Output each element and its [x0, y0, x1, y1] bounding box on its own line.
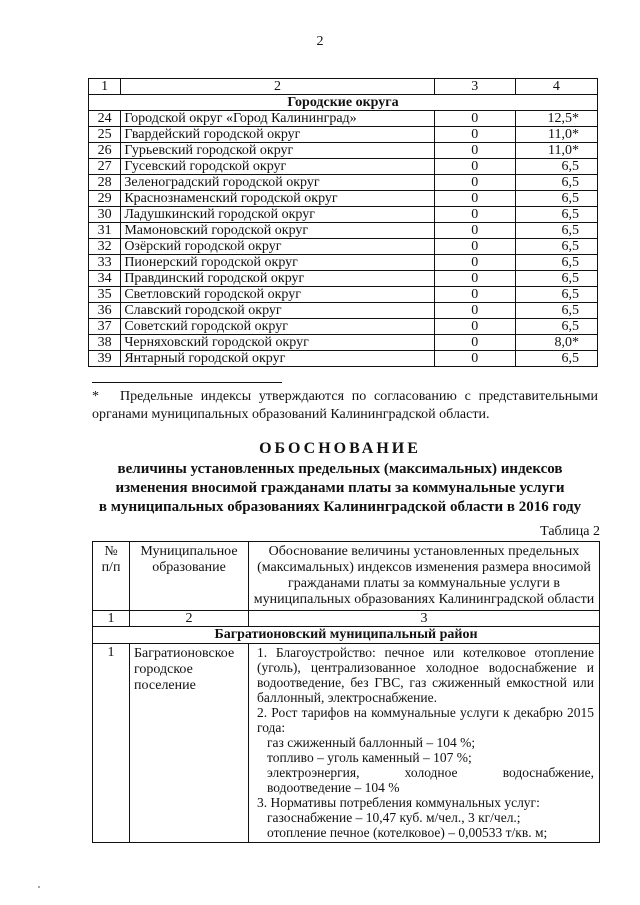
page-number: 2 — [316, 34, 324, 49]
row-value-col3: 0 — [434, 239, 515, 255]
row-municipality-name: Зеленоградский городской округ — [121, 175, 434, 191]
table2-header-row — [93, 542, 600, 611]
row-value-col3: 0 — [434, 207, 515, 223]
heading-line-2: изменения вносимой гражданами платы за коммунальные услуги — [115, 480, 565, 496]
row-index-value: 6,5 — [515, 255, 597, 271]
col-header-1: 1 — [89, 79, 121, 95]
row-value-col3: 0 — [434, 255, 515, 271]
table-row — [89, 223, 598, 239]
row-value-col3: 0 — [434, 271, 515, 287]
justification-table — [92, 541, 600, 843]
row-value-col3: 0 — [434, 335, 515, 351]
row-index-value: 12,5* — [515, 111, 597, 127]
col-number-1: 1 — [93, 611, 130, 627]
row-number: 31 — [89, 223, 121, 239]
row-value-col3: 0 — [434, 111, 515, 127]
row-value-col3: 0 — [434, 223, 515, 239]
row-number: 34 — [89, 271, 121, 287]
row-index-value: 6,5 — [515, 239, 597, 255]
row-index-value: 6,5 — [515, 191, 597, 207]
row-number: 30 — [89, 207, 121, 223]
section-title: Городские округа — [89, 95, 598, 111]
basis-line: 3. Нормативы потребления коммунальных услуг: — [257, 795, 540, 810]
row-basis — [249, 644, 600, 843]
row-index-value: 6,5 — [515, 287, 597, 303]
col-header-2: 2 — [121, 79, 434, 95]
basis-line: газ сжиженный баллонный – 104 %; — [267, 735, 476, 750]
basis-line: 1. Благоустройство: печное или котелковое отопление (уголь), централизованное холодное водоснабжение и водоотведение, без ГВС, газ сжиженный емкостной или баллонный, электроснабжение. — [257, 645, 594, 705]
table-row — [89, 271, 598, 287]
row-index-value: 6,5 — [515, 159, 597, 175]
row-index-value: 8,0* — [515, 335, 597, 351]
row-index-value: 11,0* — [515, 143, 597, 159]
row-number: 39 — [89, 351, 121, 367]
row-municipality-name: Гурьевский городской округ — [121, 143, 434, 159]
district-title: Багратионовский муниципальный район — [93, 627, 600, 644]
col-header-4: 4 — [515, 79, 597, 95]
row-number: 1 — [93, 644, 130, 843]
row-number: 37 — [89, 319, 121, 335]
row-value-col3: 0 — [434, 159, 515, 175]
table-row — [89, 127, 598, 143]
row-municipality-name: Ладушкинский городской округ — [121, 207, 434, 223]
row-municipality-name: Советский городской округ — [121, 319, 434, 335]
row-index-value: 6,5 — [515, 175, 597, 191]
table-row — [89, 175, 598, 191]
row-municipality-name: Мамоновский городской округ — [121, 223, 434, 239]
row-number: 32 — [89, 239, 121, 255]
row-index-value: 6,5 — [515, 223, 597, 239]
row-value-col3: 0 — [434, 319, 515, 335]
heading-line-3: в муниципальных образованиях Калининградской области в 2016 году — [98, 499, 582, 515]
header-num: № п/п — [93, 542, 130, 611]
col-number-3: 3 — [249, 611, 600, 627]
scan-speck — [38, 886, 40, 888]
row-number: 27 — [89, 159, 121, 175]
section-heading — [60, 438, 620, 517]
row-value-col3: 0 — [434, 287, 515, 303]
row-value-col3: 0 — [434, 127, 515, 143]
row-municipality-name: Правдинский городской округ — [121, 271, 434, 287]
row-municipality-name: Черняховский городской округ — [121, 335, 434, 351]
row-number: 35 — [89, 287, 121, 303]
row-municipality-name: Пионерский городской округ — [121, 255, 434, 271]
row-municipality-name: Городской округ «Город Калининград» — [121, 111, 434, 127]
basis-line: отопление печное (котелковое) – 0,00533 т/кв. м; — [267, 825, 548, 840]
table-row — [89, 319, 598, 335]
row-municipality-name: Янтарный городской округ — [121, 351, 434, 367]
table-row — [93, 644, 600, 843]
row-number: 28 — [89, 175, 121, 191]
table-row — [89, 207, 598, 223]
col-header-3: 3 — [434, 79, 515, 95]
footnote-text: Предельные индексы утверждаются по согласованию с представительными органами муниципальных образований Калининградской области. — [92, 389, 598, 422]
row-value-col3: 0 — [434, 191, 515, 207]
row-index-value: 6,5 — [515, 303, 597, 319]
row-municipality-name: Краснознаменский городской округ — [121, 191, 434, 207]
row-municipality: Багратионовское городское поселение — [130, 644, 249, 843]
table-row — [89, 111, 598, 127]
row-number: 25 — [89, 127, 121, 143]
footnote-divider — [92, 382, 282, 383]
row-index-value: 6,5 — [515, 271, 597, 287]
table-row — [89, 159, 598, 175]
row-index-value: 6,5 — [515, 319, 597, 335]
row-municipality-name: Славский городской округ — [121, 303, 434, 319]
table-row — [89, 303, 598, 319]
row-number: 24 — [89, 111, 121, 127]
row-index-value: 6,5 — [515, 207, 597, 223]
district-row — [93, 627, 600, 644]
table-row — [89, 143, 598, 159]
table-label: Таблица 2 — [540, 524, 600, 539]
row-municipality-name: Гусевский городской округ — [121, 159, 434, 175]
heading-title: ОБОСНОВАНИЕ — [259, 440, 421, 457]
basis-line: топливо – уголь каменный – 107 %; — [267, 750, 472, 765]
row-number: 26 — [89, 143, 121, 159]
row-municipality-name: Гвардейский городской округ — [121, 127, 434, 143]
table-row — [89, 239, 598, 255]
row-municipality-name: Светловский городской округ — [121, 287, 434, 303]
table-header-row — [89, 79, 598, 95]
row-value-col3: 0 — [434, 143, 515, 159]
table-row — [89, 255, 598, 271]
indices-table — [88, 78, 598, 367]
row-index-value: 11,0* — [515, 127, 597, 143]
column-numbers-row — [93, 611, 600, 627]
row-value-col3: 0 — [434, 175, 515, 191]
row-number: 38 — [89, 335, 121, 351]
header-municipality: Муниципальное образование — [130, 542, 249, 611]
basis-line: 2. Рост тарифов на коммунальные услуги к декабрю 2015 года: — [257, 705, 594, 735]
table-row — [89, 351, 598, 367]
row-number: 33 — [89, 255, 121, 271]
table-row — [89, 335, 598, 351]
footnote-mark: * — [92, 389, 99, 404]
header-basis: Обоснование величины установленных предельных (максимальных) индексов изменения размера вносимой гражданами платы за коммунальные услуги в муниципальных образованиях Калининградской области — [249, 542, 600, 611]
row-value-col3: 0 — [434, 351, 515, 367]
row-value-col3: 0 — [434, 303, 515, 319]
table-row — [89, 287, 598, 303]
row-municipality-name: Озёрский городской округ — [121, 239, 434, 255]
footnote — [92, 388, 598, 424]
heading-line-1: величины установленных предельных (максимальных) индексов — [117, 461, 563, 477]
row-index-value: 6,5 — [515, 351, 597, 367]
col-number-2: 2 — [130, 611, 249, 627]
row-number: 29 — [89, 191, 121, 207]
table-row — [89, 191, 598, 207]
basis-line: электроэнергия, холодное водоснабжение, водоотведение – 104 % — [267, 765, 594, 795]
row-number: 36 — [89, 303, 121, 319]
basis-line: газоснабжение – 10,47 куб. м/чел., 3 кг/чел.; — [267, 810, 521, 825]
section-row — [89, 95, 598, 111]
